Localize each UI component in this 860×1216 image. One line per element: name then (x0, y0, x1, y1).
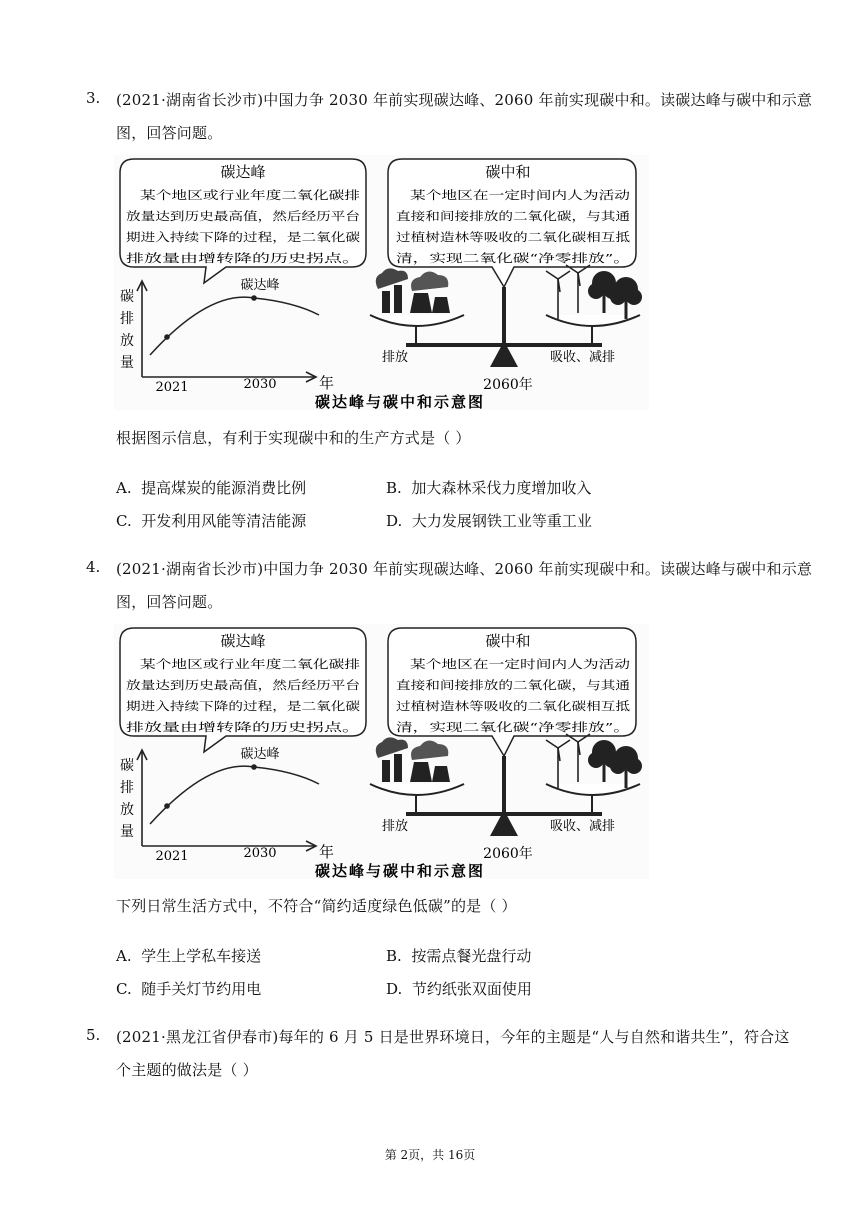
left-bubble-title: 碳达峰 (220, 632, 266, 650)
option-letter: A. (116, 947, 132, 965)
right-bubble-line: 过植树造林等吸收的二氧化碳相互抵 (396, 230, 631, 244)
option-letter: B. (386, 479, 402, 497)
right-pan-label: 吸收、减排 (550, 819, 616, 834)
left-pan-label: 排放 (382, 350, 409, 365)
option-letter: B. (386, 947, 402, 965)
y-axis-label: 量 (120, 355, 134, 371)
figure-caption: 碳达峰与碳中和示意图 (314, 862, 486, 879)
option-text: 开发利用风能等清洁能源 (141, 512, 307, 530)
point-2030 (251, 295, 257, 301)
left-bubble-line: 期进入持续下降的过程，是二氧化碳 (126, 699, 361, 713)
option-text: 按需点餐光盘行动 (411, 947, 532, 965)
cooling-tower (432, 297, 450, 313)
right-bubble-line: 过植树造林等吸收的二氧化碳相互抵 (396, 699, 631, 713)
left-bubble-line: 放量达到历史最高值，然后经历平台 (126, 209, 361, 223)
x-tick-2021: 2021 (155, 380, 189, 395)
question-stem-line1: (2021·黑龙江省伊春市)每年的 6 月 5 日是世界环境日，今年的主题是“人与自然和谐共生”，符合这 (116, 1028, 790, 1046)
option-text: 节约纸张双面使用 (411, 980, 532, 998)
option-d[interactable] (386, 978, 532, 999)
option-a[interactable] (116, 945, 261, 966)
peak-label: 碳达峰 (240, 747, 280, 762)
chimney (394, 285, 402, 313)
scale-year: 2060年 (483, 377, 533, 393)
option-c[interactable] (116, 510, 306, 531)
option-a[interactable] (116, 477, 306, 498)
question-stem-line1: (2021·湖南省长沙市)中国力争 2030 年前实现碳达峰、2060 年前实现碳中和。读碳达峰与碳中和示意 (116, 560, 813, 578)
right-pan-label: 吸收、减排 (550, 350, 616, 365)
scale-beam (406, 343, 602, 347)
cooling-tower (432, 766, 450, 782)
tree-crown (610, 758, 626, 774)
left-pan-label: 排放 (382, 819, 409, 834)
option-text: 加大森林采伐力度增加收入 (411, 479, 592, 497)
option-b[interactable] (386, 477, 591, 498)
left-bubble-title: 碳达峰 (220, 163, 266, 181)
option-letter: D. (386, 512, 403, 530)
question-number: 3. (86, 89, 101, 107)
point-2021 (164, 334, 170, 340)
option-letter: C. (116, 512, 132, 530)
question-stem-line2: 图，回答问题。 (116, 593, 223, 611)
right-bubble-title: 碳中和 (485, 163, 531, 181)
right-bubble-line: 某个地区在一定时间内人为活动 (410, 188, 631, 202)
question-prompt: 根据图示信息，有利于实现碳中和的生产方式是（ ） (116, 429, 471, 447)
option-text: 大力发展钢铁工业等重工业 (411, 512, 592, 530)
left-bubble-line: 某个地区或行业年度二氧化碳排 (140, 657, 361, 671)
tree-crown (588, 752, 604, 768)
x-tick-2021: 2021 (155, 849, 189, 864)
carbon-diagram (114, 155, 649, 410)
left-bubble-line: 排放量由增转降的历史拐点。 (126, 720, 360, 734)
point-2021 (164, 803, 170, 809)
option-letter: D. (386, 980, 403, 998)
page-footer: 第 2页，共 16页 (384, 1148, 476, 1162)
tree-trunk (603, 764, 606, 782)
scale-year: 2060年 (483, 846, 533, 862)
left-bubble-line: 某个地区或行业年度二氧化碳排 (140, 188, 361, 202)
option-d[interactable] (386, 510, 592, 531)
tree-trunk (603, 295, 606, 313)
left-bubble-line: 排放量由增转降的历史拐点。 (126, 251, 360, 265)
x-tick-2030: 2030 (243, 377, 277, 392)
question-stem-line2: 图，回答问题。 (116, 124, 223, 142)
tree-trunk (625, 301, 628, 319)
tree-crown (626, 289, 642, 305)
option-c[interactable] (116, 978, 261, 999)
x-tick-year: 年 (319, 374, 335, 392)
chimney (382, 291, 390, 313)
right-bubble-line: 某个地区在一定时间内人为活动 (410, 657, 631, 671)
carbon-diagram (114, 624, 649, 879)
option-text: 学生上学私车接送 (141, 947, 262, 965)
y-axis-label: 放 (120, 802, 134, 818)
point-2030 (251, 764, 257, 770)
option-b[interactable] (386, 945, 531, 966)
right-bubble-line: 直接和间接排放的二氧化碳，与其通 (396, 209, 631, 223)
question-stem-line1: (2021·湖南省长沙市)中国力争 2030 年前实现碳达峰、2060 年前实现碳中和。读碳达峰与碳中和示意 (116, 91, 813, 109)
question-number: 5. (86, 1026, 101, 1044)
y-axis-label: 量 (120, 824, 134, 840)
question-prompt: 下列日常生活方式中，不符合“简约适度绿色低碳”的是（ ） (116, 897, 517, 915)
y-axis-label: 排 (120, 311, 134, 327)
x-tick-2030: 2030 (243, 846, 277, 861)
right-bubble-line: 清，实现二氧化碳“净零排放”。 (396, 251, 630, 265)
y-axis-label: 放 (120, 333, 134, 349)
option-letter: C. (116, 980, 132, 998)
chimney (382, 760, 390, 782)
peak-label: 碳达峰 (240, 278, 280, 293)
question-stem-line2: 个主题的做法是（ ） (116, 1061, 258, 1079)
tree-trunk (625, 770, 628, 788)
y-axis-label: 碳 (120, 289, 134, 305)
tree-crown (588, 283, 604, 299)
left-bubble-line: 期进入持续下降的过程，是二氧化碳 (126, 230, 361, 244)
figure-caption: 碳达峰与碳中和示意图 (314, 393, 486, 410)
left-bubble-line: 放量达到历史最高值，然后经历平台 (126, 678, 361, 692)
right-bubble-line: 直接和间接排放的二氧化碳，与其通 (396, 678, 631, 692)
right-bubble-title: 碳中和 (485, 632, 531, 650)
question-number: 4. (86, 558, 101, 576)
option-text: 提高煤炭的能源消费比例 (141, 479, 307, 497)
scale-beam (406, 812, 602, 816)
tree-crown (610, 289, 626, 305)
y-axis-label: 碳 (120, 758, 134, 774)
option-text: 随手关灯节约用电 (141, 980, 262, 998)
chimney (394, 754, 402, 782)
tree-crown (626, 758, 642, 774)
right-bubble-line: 清，实现二氧化碳“净零排放”。 (396, 720, 630, 734)
y-axis-label: 排 (120, 780, 134, 796)
x-tick-year: 年 (319, 843, 335, 861)
option-letter: A. (116, 479, 132, 497)
